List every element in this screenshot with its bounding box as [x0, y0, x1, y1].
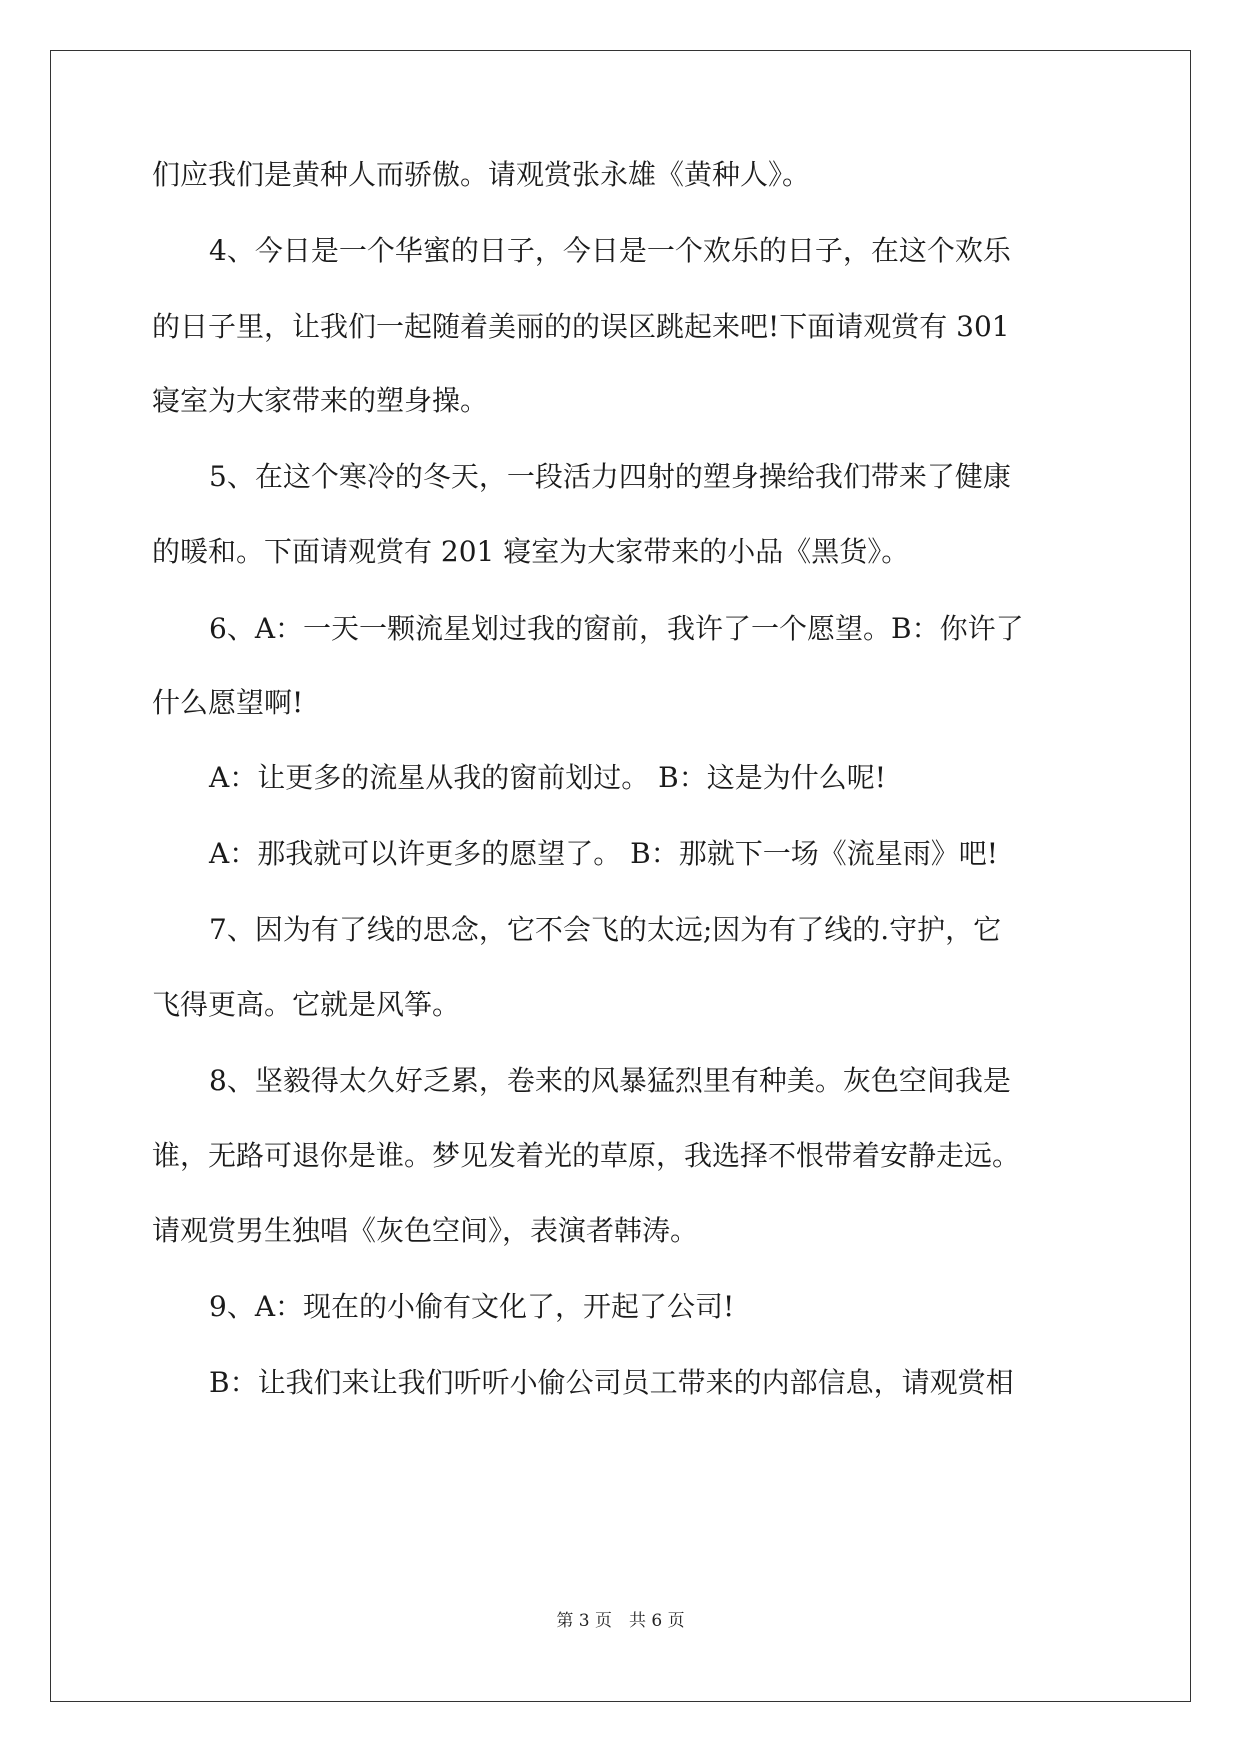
text-line: 谁，无路可退你是谁。梦见发着光的草原，我选择不恨带着安静走远。 [152, 1139, 1021, 1172]
paragraph-item-6: 6、A：一天一颗流星划过我的窗前，我许了一个愿望。B：你许了 [209, 612, 1024, 645]
text-line: 的暖和。下面请观赏有 201 寝室为大家带来的小品《黑货》。 [152, 535, 910, 568]
text-line: 的日子里，让我们一起随着美丽的的误区跳起来吧!下面请观赏有 301 [152, 310, 1010, 343]
text-line: 什么愿望啊! [152, 686, 304, 719]
page-border [50, 50, 1191, 1702]
text-line: 寝室为大家带来的塑身操。 [152, 384, 489, 417]
paragraph-item-8: 8、坚毅得太久好乏累，卷来的风暴猛烈里有种美。灰色空间我是 [209, 1064, 1011, 1097]
page-footer: 第 3 页 共 6 页 [556, 1611, 685, 1631]
text-line: 们应我们是黄种人而骄傲。请观赏张永雄《黄种人》。 [152, 158, 811, 191]
text-line: 飞得更高。它就是风筝。 [152, 988, 461, 1021]
paragraph-item-7: 7、因为有了线的思念，它不会飞的太远;因为有了线的.守护，它 [209, 913, 1002, 946]
text-line: 请观赏男生独唱《灰色空间》，表演者韩涛。 [152, 1214, 699, 1247]
dialogue-line: A：让更多的流星从我的窗前划过。 B：这是为什么呢! [209, 761, 886, 794]
dialogue-line: B：让我们来让我们听听小偷公司员工带来的内部信息，请观赏相 [209, 1366, 1014, 1399]
paragraph-item-9: 9、A：现在的小偷有文化了，开起了公司! [209, 1290, 735, 1323]
dialogue-line: A：那我就可以许更多的愿望了。 B：那就下一场《流星雨》吧! [209, 837, 998, 870]
paragraph-item-5: 5、在这个寒冷的冬天，一段活力四射的塑身操给我们带来了健康 [209, 460, 1011, 493]
paragraph-item-4: 4、今日是一个华蜜的日子，今日是一个欢乐的日子，在这个欢乐 [209, 234, 1011, 267]
